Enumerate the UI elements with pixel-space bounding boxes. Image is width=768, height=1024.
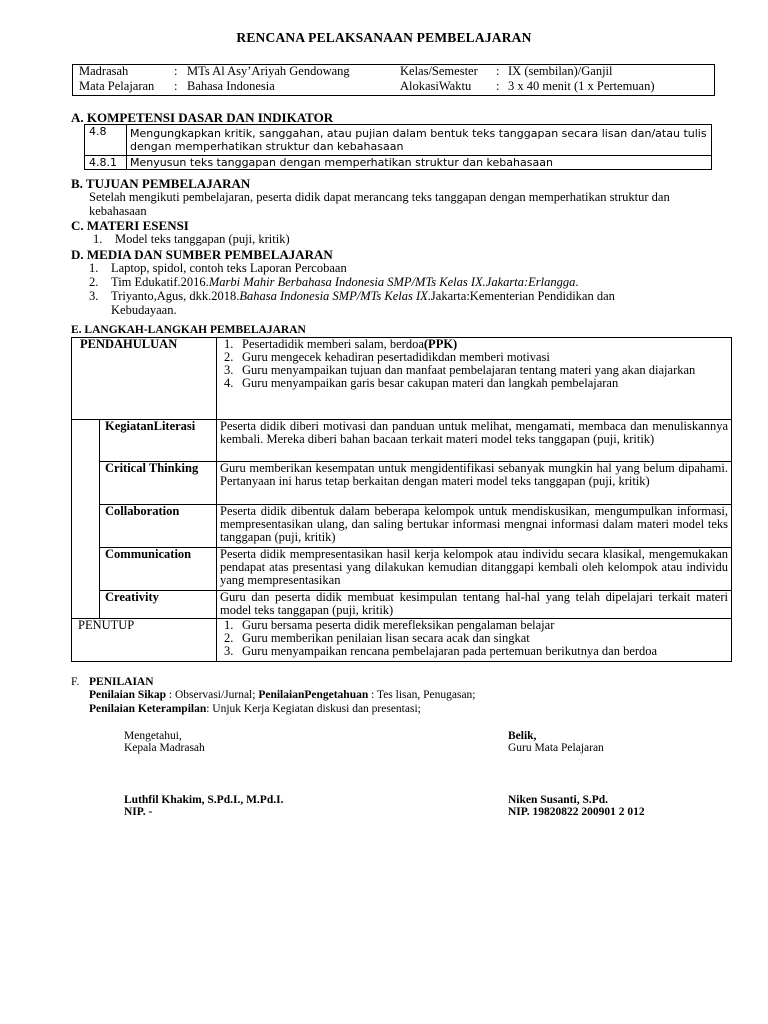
waktu-value: 3 x 40 menit (1 x Pertemuan)	[508, 79, 655, 93]
inti-text: Peserta didik diberi motivasi dan panduan untuk melihat, mengamati, membaca dan menuliskannya kembali. Mereka diberi bahan bacaan terkait materi model teks tanggapan (puji, kritik)	[217, 420, 732, 462]
signature-left-nip: NIP. -	[124, 806, 153, 818]
waktu-label: AlokasiWaktu	[400, 79, 472, 93]
media-item-3-suffix: .Jakarta:Kementerian Pendidikan dan	[427, 289, 615, 303]
inti-label: Critical Thinking	[100, 462, 217, 505]
list-item: 1. Guru bersama peserta didik merefleksikan pengalaman belajar	[224, 618, 555, 632]
media-item-3-title: Bahasa Indonesia SMP/MTs Kelas IX	[239, 289, 428, 303]
pendahuluan-cell	[217, 338, 732, 420]
section-b-heading: B. TUJUAN PEMBELAJARAN	[71, 176, 251, 191]
list-item: 4. Guru menyampaikan garis besar cakupan materi dan langkah pembelajaran	[224, 376, 619, 390]
signature-right-nip: NIP. 19820822 200901 2 012	[508, 806, 645, 818]
identity-row-1	[73, 65, 714, 80]
mapel-sep: :	[174, 79, 178, 93]
signature-left-name: Luthfil Khakim, S.Pd.I., M.Pd.I.	[124, 794, 284, 806]
list-item: 2. Guru memberikan penilaian lisan secara acak dan singkat	[224, 631, 530, 645]
table-row	[72, 619, 732, 662]
signature-right-line-2: Guru Mata Pelajaran	[508, 742, 604, 754]
table-row	[72, 591, 732, 619]
table-row	[72, 462, 732, 505]
mapel-value: Bahasa Indonesia	[187, 79, 275, 93]
table-row	[72, 505, 732, 548]
media-item-2-title: Marbi Mahir Berbahasa Indonesia SMP/MTs Kelas IX.Jakarta:Erlangga	[208, 275, 576, 289]
kelas-sep: :	[496, 64, 500, 78]
signature-left-line-2: Kepala Madrasah	[124, 742, 205, 754]
table-row	[85, 156, 712, 170]
penilaian-line-1: Penilaian Sikap : Observasi/Jurnal; PenilaianPengetahuan : Tes lisan, Penugasan;	[89, 689, 476, 701]
madrasah-label: Madrasah	[79, 64, 129, 78]
penutup-cell	[217, 619, 732, 662]
media-item-num: 3.	[89, 289, 99, 303]
media-item-num: 1.	[89, 261, 99, 275]
media-item-text: Laptop, spidol, contoh teks Laporan Percobaan	[111, 261, 347, 275]
inti-label: Creativity	[100, 591, 217, 619]
section-c-heading: C. MATERI ESENSI	[71, 218, 189, 233]
inti-label: KegiatanLiterasi	[100, 420, 217, 462]
media-item-num: 2.	[89, 275, 99, 289]
section-f-letter: F.	[71, 676, 80, 688]
kd-code: 4.8	[85, 125, 127, 156]
table-row	[72, 420, 732, 462]
table-row	[85, 125, 712, 156]
list-item: 3. Guru menyampaikan rencana pembelajaran pada pertemuan berikutnya dan berdoa	[224, 644, 658, 658]
penutup-label: PENUTUP	[72, 619, 217, 662]
tujuan-text-line-2: kebahasaan	[89, 204, 147, 218]
kd-code: 4.8.1	[85, 156, 127, 170]
list-item: 3. Guru menyampaikan tujuan dan manfaat pembelajaran tentang materi yang akan diajarkan	[224, 363, 696, 377]
list-item: 1. Pesertadidik memberi salam, berdoa(PPK)	[224, 337, 458, 351]
kelas-value: IX (sembilan)/Ganjil	[508, 64, 613, 78]
penutup-list	[220, 619, 728, 658]
inti-label: Collaboration	[100, 505, 217, 548]
inti-text: Guru memberikan kesempatan untuk mengidentifikasi sebanyak mungkin hal yang belum dipahami. Pertanyaan ini harus tetap berkaitan dengan materi model teks tanggapan (puji, kritik)	[217, 462, 732, 505]
waktu-sep: :	[496, 79, 500, 93]
materi-item-num: 1.	[93, 232, 103, 246]
media-item-2	[111, 276, 578, 289]
signature-right-name: Niken Susanti, S.Pd.	[508, 794, 609, 806]
section-f-heading: PENILAIAN	[89, 676, 154, 688]
materi-item-text: Model teks tanggapan (puji, kritik)	[115, 232, 290, 246]
inti-text: Peserta didik dibentuk dalam beberapa kelompok untuk mendiskusikan, mengumpulkan informasi, mempresentasikan ulang, dan saling bertukar informasi mengnai informasi dalam materi model teks tanggapan (puji, kritik)	[217, 505, 732, 548]
mapel-label: Mata Pelajaran	[79, 79, 155, 93]
inti-text: Peserta didik mempresentasikan hasil kerja kelompok atau individu secara klasikal, mengemukakan pendapat atas presentasi yang dilakukan kemudian ditanggapi kembali oleh kelompok atau individu yang mempresentasikan	[217, 548, 732, 591]
section-a-heading: A. KOMPETENSI DASAR DAN INDIKATOR	[71, 110, 334, 125]
madrasah-sep: :	[174, 64, 178, 78]
kd-table	[84, 124, 712, 170]
identity-row-2	[73, 80, 714, 95]
page-title: RENCANA PELAKSANAAN PEMBELAJARAN	[236, 30, 532, 45]
madrasah-value: MTs Al Asy’Ariyah Gendowang	[187, 64, 350, 78]
media-item-3-prefix: Triyanto,Agus, dkk.2018.	[111, 289, 240, 303]
kd-text: Mengungkapkan kritik, sanggahan, atau pujian dalam bentuk teks tanggapan secara lisan dan/atau tulis dengan memperhatikan struktur dan kebahasaan	[127, 125, 712, 156]
signature-left-line-1: Mengetahui,	[124, 730, 182, 742]
list-item: 2. Guru mengecek kehadiran pesertadidikdan memberi motivasi	[224, 350, 550, 364]
inti-text: Guru dan peserta didik membuat kesimpulan tentang hal-hal yang telah dipelajari terkait materi model teks tanggapan (puji, kritik)	[217, 591, 732, 619]
signature-right-line-1: Belik,	[508, 730, 537, 742]
kd-text: Menyusun teks tanggapan dengan memperhatikan struktur dan kebahasaan	[127, 156, 712, 170]
media-item-3-line-2: Kebudayaan.	[111, 303, 177, 317]
section-d-heading: D. MEDIA DAN SUMBER PEMBELAJARAN	[71, 247, 333, 262]
pendahuluan-label: PENDAHULUAN	[72, 338, 217, 420]
media-item-2-suffix: .	[575, 275, 579, 289]
media-item-2-prefix: Tim Edukatif.2016.	[111, 275, 209, 289]
tujuan-text-line-1: Setelah mengikuti pembelajaran, peserta didik dapat merancang teks tanggapan dengan memperhatikan struktur dan	[89, 190, 670, 204]
media-item-3	[111, 290, 615, 303]
table-row	[72, 338, 732, 420]
table-row	[72, 548, 732, 591]
steps-table	[71, 337, 732, 662]
pendahuluan-list	[220, 338, 725, 390]
inti-spacer	[72, 420, 100, 619]
identity-box	[72, 64, 715, 96]
penilaian-line-2: Penilaian Keterampilan: Unjuk Kerja Kegiatan diskusi dan presentasi;	[89, 703, 421, 715]
section-e-heading: E. LANGKAH-LANGKAH PEMBELAJARAN	[71, 324, 306, 336]
inti-label: Communication	[100, 548, 217, 591]
kelas-label: Kelas/Semester	[400, 64, 478, 78]
